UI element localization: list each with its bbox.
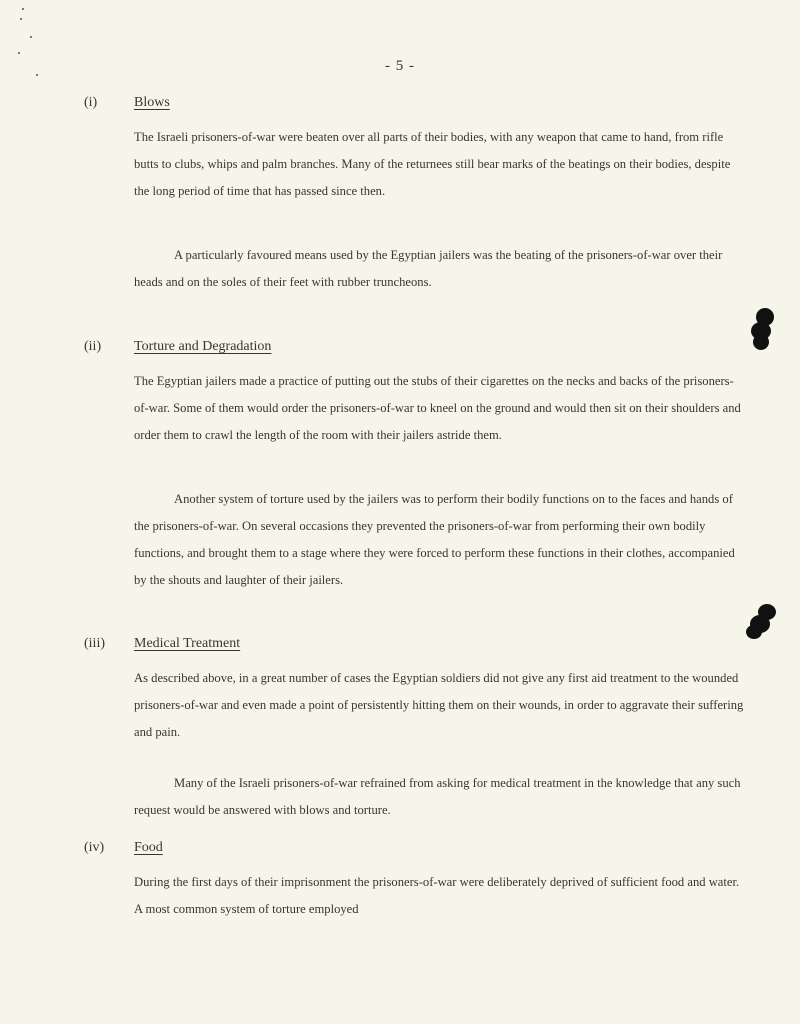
paragraph: Many of the Israeli prisoners-of-war refrained from asking for medical treatment in the knowledge that any such request would be answered with blows and torture.	[134, 776, 741, 817]
paragraph: The Egyptian jailers made a practice of putting out the stubs of their cigarettes on the necks and backs of the prisoners-of-war. Some of them would order the prisoners-of-war to kneel on the ground and would then sit on their shoulders and order them to crawl the length of the room with their jailers astride them.	[134, 374, 741, 442]
paragraph: The Israeli prisoners-of-war were beaten over all parts of their bodies, with any weapon that came to hand, from rifle butts to clubs, whips and palm branches. Many of the returnees still bear marks of the beatings on their bodies, despite the long period of time that has passed since then.	[134, 130, 731, 198]
scan-speck	[30, 36, 32, 38]
page-number: - 5 -	[385, 58, 415, 74]
section-number: (ii)	[84, 339, 102, 354]
paragraph: A particularly favoured means used by the Egyptian jailers was the beating of the prisoners-of-war over their heads and on the soles of their feet with rubber truncheons.	[134, 248, 723, 289]
scan-speck	[22, 8, 24, 10]
section-heading: Torture and Degradation	[134, 339, 272, 354]
scan-speck	[20, 18, 22, 20]
section-number: (i)	[84, 95, 98, 110]
paragraph: As described above, in a great number of cases the Egyptian soldiers did not give any first aid treatment to the wounded prisoners-of-war and even made a point of persistently hitting them on their wounds, in order to aggravate their suffering and pain.	[134, 671, 744, 739]
scan-speck	[18, 52, 20, 54]
section-heading: Food	[134, 840, 163, 855]
paragraph: During the first days of their imprisonment the prisoners-of-war were deliberately deprived of sufficient food and water. A most common system of torture employed	[134, 875, 740, 916]
section-heading: Blows	[134, 95, 170, 110]
section-heading: Medical Treatment	[134, 636, 241, 651]
section-number: (iv)	[84, 840, 105, 855]
paragraph: Another system of torture used by the jailers was to perform their bodily functions on to the faces and hands of the prisoners-of-war. On several occasions they prevented the prisoners-of-war from performing their own bodily functions, and brought them to a stage where they were forced to perform these functions in their clothes, accompanied by the shouts and laughter of their jailers.	[134, 492, 735, 587]
section-number: (iii)	[84, 636, 105, 651]
